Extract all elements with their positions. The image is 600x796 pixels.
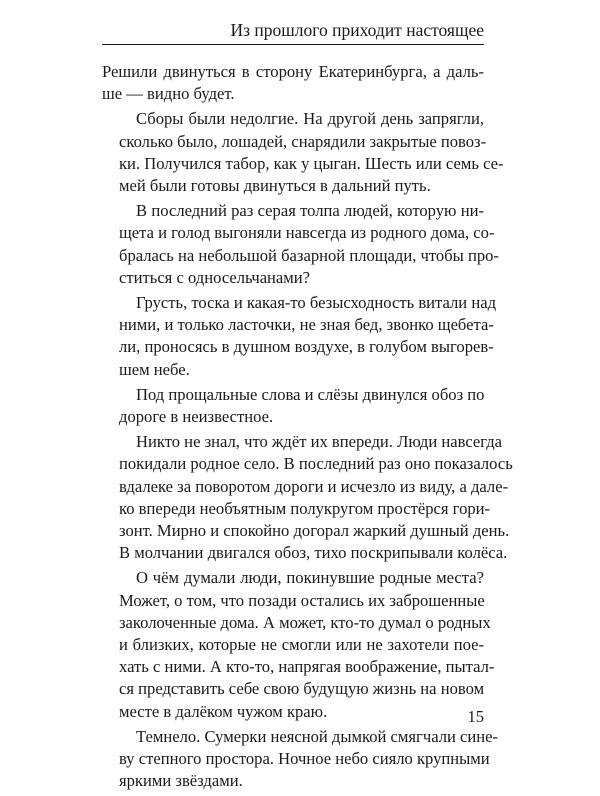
text-line: яркими звёздами.: [119, 771, 243, 791]
text-line: ними, и только ласточки, не зная бед, звонко щебета-: [119, 315, 494, 335]
text-line: Никто не знал, что ждёт их впереди. Люди навсегда: [136, 432, 503, 452]
text-line: ву степного простора. Ночное небо сияло крупными: [119, 749, 490, 769]
text-line: щета и голод выгоняли навсегда из родного дома, со-: [119, 223, 495, 243]
text-line: ли, проносясь в душном воздухе, в голубом выгорев-: [119, 337, 494, 357]
paragraph: [102, 567, 495, 722]
text-line: ше — видно будет.: [102, 84, 235, 104]
text-line: Решили двинуться в сторону Екатеринбурга, а даль-: [102, 62, 484, 81]
text-line: Грусть, тоска и какая-то безысходность витали над: [136, 293, 497, 313]
text-line: В молчании двигался обоз, тихо поскрипывали колёса.: [119, 543, 508, 563]
paragraph: [102, 292, 497, 381]
running-head-title: Из прошлого приходит настоящее: [230, 20, 484, 40]
text-line: Сборы были недолгие. На другой день запрягли,: [136, 109, 484, 129]
text-line: Под прощальные слова и слёзы двинулся обоз по: [136, 384, 485, 404]
paragraph: [102, 384, 484, 428]
text-line: Темнело. Сумерки неясной дымкой смягчали сине-: [136, 726, 499, 746]
paragraph: [102, 431, 513, 564]
paragraph: [102, 108, 504, 197]
paragraph: [102, 200, 499, 289]
text-line: ко впереди необъятным полукругом простёрся гори-: [119, 498, 491, 518]
text-line: покидали родное село. В последний раз оно показалось: [119, 454, 513, 474]
text-line: сколько было, лошадей, снарядили закрытые повоз-: [119, 131, 487, 151]
text-line: О чём думали люди, покинувшие родные места?: [136, 568, 484, 588]
text-line: ся представить себе свою будущую жизнь на новом: [119, 679, 485, 699]
text-line: шем небе.: [119, 359, 190, 379]
text-line: Может, о том, что позади остались их заброшенные: [119, 590, 485, 610]
text-line: ки. Получился табор, как у цыган. Шесть или семь се-: [119, 153, 504, 173]
text-line: месте в далёком чужом краю.: [119, 701, 328, 721]
text-line: хать с ними. А кто-то, напрягая воображение, пытал-: [119, 657, 495, 677]
text-line: заколоченные дома. А может, кто-то думал о родных: [119, 612, 491, 632]
body-text: [102, 61, 513, 796]
text-line: дороге в неизвестное.: [119, 407, 274, 427]
paragraph: [102, 726, 499, 793]
text-line: вдалеке за поворотом дороги и исчезло из виду, а дале-: [119, 476, 509, 496]
text-line: мей были готовы двинуться в дальний путь.: [119, 176, 431, 196]
running-head: [102, 18, 484, 45]
text-line: зонт. Мирно и спокойно догорал жаркий душный день.: [119, 521, 510, 541]
text-line: и близких, которые не смогли или не захотели пое-: [119, 635, 484, 655]
text-line: бралась на небольшой базарной площади, чтобы про-: [119, 245, 499, 265]
text-line: В последний раз серая толпа людей, которую ни-: [136, 201, 484, 221]
text-line: ститься с односельчанами?: [119, 267, 311, 287]
page-number: 15: [467, 707, 484, 726]
paragraph: [102, 61, 484, 105]
